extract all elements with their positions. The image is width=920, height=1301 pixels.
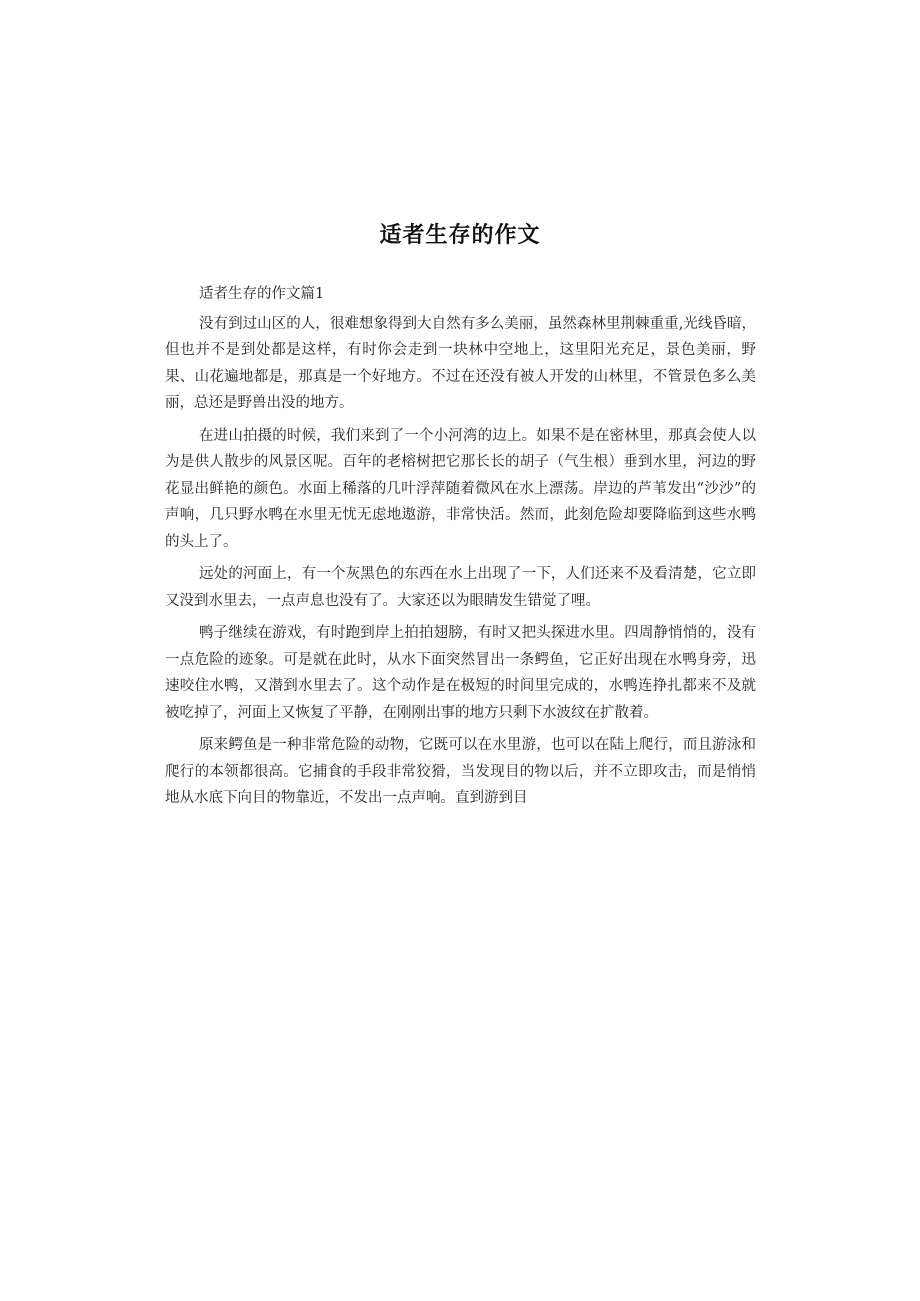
paragraph-3: 远处的河面上，有一个灰黑色的东西在水上出现了一下，人们还来不及看清楚，它立即又没到水里去，一点声息也没有了。大家还以为眼睛发生错觉了哩。	[165, 566, 756, 609]
document-title: 适者生存的作文	[379, 223, 541, 248]
document-body	[165, 281, 756, 818]
paragraph-1: 没有到过山区的人，很难想象得到大自然有多么美丽，虽然森林里荆棘重重,光线昏暗，但也并不是到处都是这样，有时你会走到一块林中空地上，这里阳光充足，景色美丽，野果、山花遍地都是，那真是一个好地方。不过在还没有被人开发的山林里，不管景色多么美丽，总还是野兽出没的地方。	[165, 315, 756, 411]
section-heading: 适者生存的作文篇1	[199, 286, 325, 302]
paragraph-4: 鸭子继续在游戏，有时跑到岸上拍拍翅膀，有时又把头探进水里。四周静悄悄的，没有一点危险的迹象。可是就在此时，从水下面突然冒出一条鳄鱼，它正好出现在水鸭身旁，迅速咬住水鸭，又潜到水里去了。这个动作是在极短的时间里完成的，水鸭连挣扎都来不及就被吃掉了，河面上又恢复了平静，在刚刚出事的地方只剩下水波纹在扩散着。	[165, 625, 756, 721]
paragraph-2: 在进山拍摄的时候，我们来到了一个小河湾的边上。如果不是在密林里，那真会使人以为是供人散步的风景区呢。百年的老榕树把它那长长的胡子（气生根）垂到水里，河边的野花显出鲜艳的颜色。水面上稀落的几叶浮萍随着微风在水上漂荡。岸边的芦苇发出“沙沙”的声响，几只野水鸭在水里无忧无虑地遨游，非常快活。然而，此刻危险却要降临到这些水鸭的头上了。	[165, 427, 756, 550]
paragraph-5: 原来鳄鱼是一种非常危险的动物，它既可以在水里游，也可以在陆上爬行，而且游泳和爬行的本领都很高。它捕食的手段非常狡猾，当发现目的物以后，并不立即攻击，而是悄悄地从水底下向目的物靠近，不发出一点声响。直到游到目	[165, 737, 756, 806]
